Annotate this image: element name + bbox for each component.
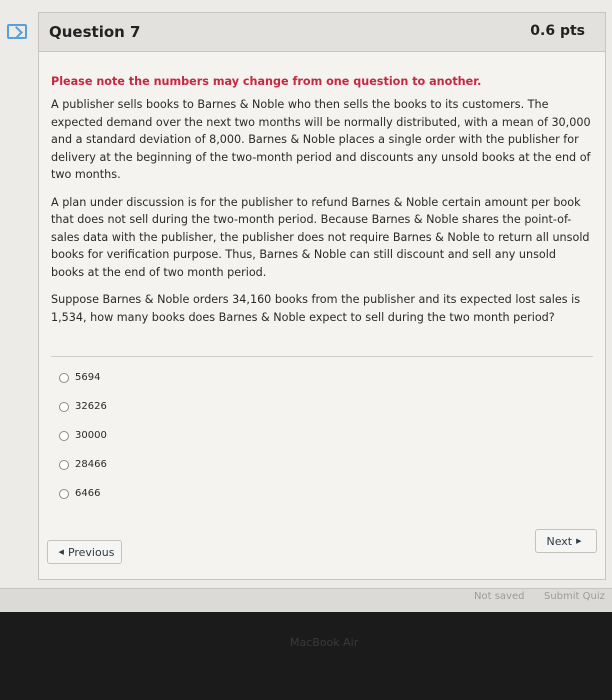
- question-paragraph-2: A plan under discussion is for the publisher to refund Barnes & Noble certain amount per book that does not sell during the two-month period. Because Barnes & Noble shares the point-of-sales data with the publisher, the publisher does not require Barnes & Noble to return all unsold books for verification purpose. Thus, Barnes & Noble can still discount and sell any unsold books at the end of two month period.: [51, 195, 590, 279]
- question-points: 0.6 pts: [530, 23, 585, 39]
- next-button[interactable]: [535, 529, 597, 553]
- question-paragraph-1: A publisher sells books to Barnes & Noble who then sells the books to its customers. The expected demand over the next two months will be normally distributed, with a mean of 30,000 and a standard deviation of 8,000. Barnes & Noble places a single order with the publisher for delivery at the beginning of the two-month period and discounts any unsold books at the end of two months.: [51, 98, 591, 181]
- answer-options: [59, 363, 107, 508]
- bookmark-flag-icon[interactable]: [7, 24, 27, 39]
- radio-button[interactable]: [59, 402, 69, 412]
- question-paragraph-3: Suppose Barnes & Noble orders 34,160 books from the publisher and its expected lost sales is 1,534, how many books does Barnes & Noble expect to sell during the two month period?: [51, 293, 581, 324]
- question-card: [38, 12, 606, 580]
- answer-label: 5694: [75, 372, 101, 383]
- answer-label: 6466: [75, 488, 101, 499]
- radio-button[interactable]: [59, 431, 69, 441]
- answer-option[interactable]: [59, 392, 107, 421]
- radio-button[interactable]: [59, 373, 69, 383]
- answer-label: 30000: [75, 430, 107, 441]
- answer-option[interactable]: [59, 479, 107, 508]
- answer-label: 28466: [75, 459, 107, 470]
- device-brand-label: MacBook Air: [290, 636, 359, 649]
- answer-option[interactable]: [59, 421, 107, 450]
- answer-label: 32626: [75, 401, 107, 412]
- quiz-footer-bar: [0, 588, 612, 613]
- previous-label: Previous: [67, 545, 115, 559]
- radio-button[interactable]: [59, 460, 69, 470]
- caret-left-icon: ◀: [58, 548, 64, 556]
- answers-divider: [51, 356, 593, 357]
- submit-quiz-button[interactable]: Submit Quiz: [544, 591, 605, 602]
- previous-button[interactable]: [47, 540, 122, 564]
- question-note: Please note the numbers may change from one question to another.: [51, 75, 482, 88]
- question-title: Question 7: [49, 23, 141, 41]
- next-label: Next: [546, 534, 573, 548]
- save-status: Not saved: [474, 591, 525, 602]
- caret-right-icon: ▶: [576, 537, 582, 545]
- question-header: [39, 13, 605, 52]
- question-body: [51, 75, 591, 336]
- answer-option[interactable]: [59, 450, 107, 479]
- answer-option[interactable]: [59, 363, 107, 392]
- radio-button[interactable]: [59, 489, 69, 499]
- laptop-bezel: [0, 612, 612, 700]
